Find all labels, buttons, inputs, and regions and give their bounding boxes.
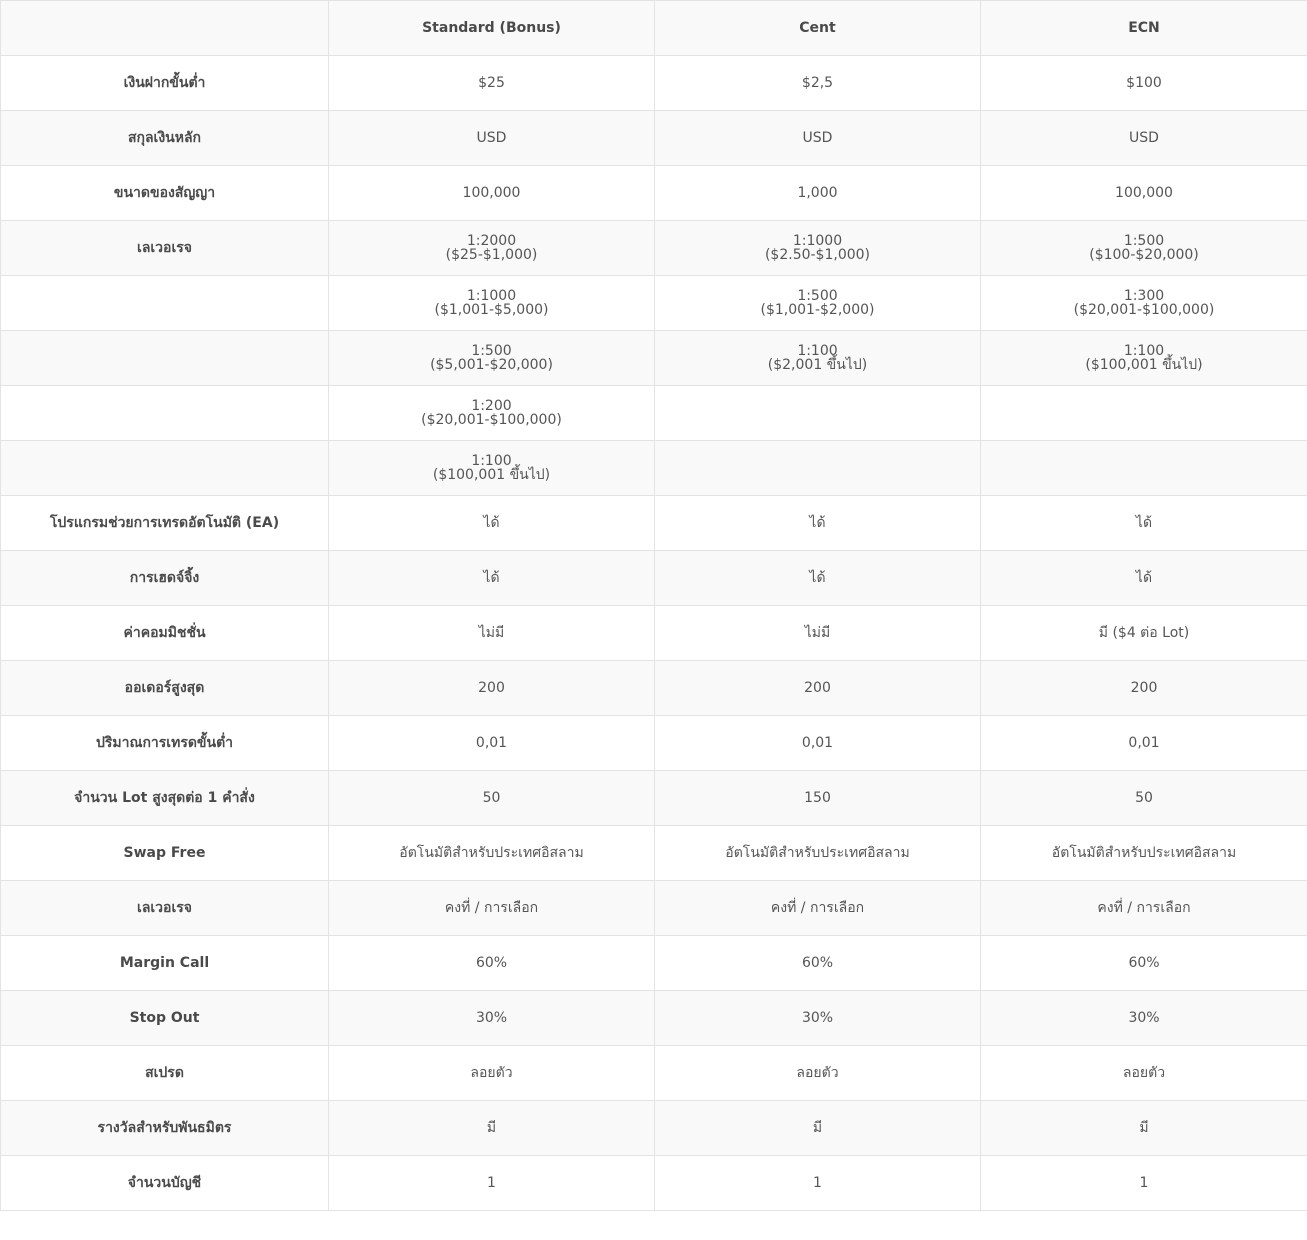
cell-ecn xyxy=(981,221,1307,276)
row-label: รางวัลสำหรับพันธมิตร xyxy=(1,1101,329,1156)
cell-standard-bonus xyxy=(329,221,655,276)
cell-ecn xyxy=(981,111,1307,166)
cell-text-line: 1:1000 xyxy=(792,233,843,249)
row-label: เลเวอเรจ xyxy=(1,221,329,276)
cell-cent xyxy=(655,716,981,771)
row-label xyxy=(1,441,329,496)
table-header-row xyxy=(1,1,1307,56)
row-label: ออเดอร์สูงสุด xyxy=(1,661,329,716)
row-label: โปรแกรมช่วยการเทรดอัตโนมัติ (EA) xyxy=(1,496,329,551)
row-label: สเปรด xyxy=(1,1046,329,1101)
cell-cent xyxy=(655,1156,981,1211)
cell-cent xyxy=(655,386,981,441)
row-label: Swap Free xyxy=(1,826,329,881)
table-row xyxy=(1,881,1307,936)
cell-standard-bonus xyxy=(329,991,655,1046)
cell-text-line: ($25-$1,000) xyxy=(445,247,538,263)
table-row xyxy=(1,716,1307,771)
cell-ecn xyxy=(981,881,1307,936)
cell-text-line: ได้ xyxy=(483,570,500,586)
cell-text-line: 1 xyxy=(487,1175,496,1191)
cell-text-line: $2,5 xyxy=(801,75,834,91)
cell-standard-bonus xyxy=(329,441,655,496)
cell-ecn xyxy=(981,56,1307,111)
cell-text-line: ($100-$20,000) xyxy=(1089,247,1199,263)
header-standard-bonus: Standard (Bonus) xyxy=(329,1,655,56)
cell-text-line: 1:100 xyxy=(797,343,838,359)
table-row xyxy=(1,551,1307,606)
cell-cent xyxy=(655,661,981,716)
cell-text-line: 200 xyxy=(478,680,505,696)
cell-text-line: $25 xyxy=(478,75,505,91)
table-body xyxy=(1,56,1307,1211)
table-row xyxy=(1,936,1307,991)
cell-standard-bonus xyxy=(329,826,655,881)
cell-text-line: ($1,001-$2,000) xyxy=(760,302,875,318)
cell-text-line: คงที่ / การเลือก xyxy=(444,900,539,916)
cell-text-line: อัตโนมัติสำหรับประเทศอิสลาม xyxy=(1051,845,1237,861)
cell-text-line: 1:100 xyxy=(471,453,512,469)
row-label: ค่าคอมมิชชั่น xyxy=(1,606,329,661)
cell-ecn xyxy=(981,496,1307,551)
cell-text-line: 1:500 xyxy=(797,288,838,304)
table-row xyxy=(1,1101,1307,1156)
table-row xyxy=(1,991,1307,1046)
cell-text-line: ($2,001 ขึ้นไป) xyxy=(767,357,868,373)
cell-text-line: 30% xyxy=(1128,1010,1160,1026)
cell-text-line: มี xyxy=(812,1120,823,1136)
row-label: ขนาดของสัญญา xyxy=(1,166,329,221)
cell-text-line: 60% xyxy=(801,955,834,971)
cell-text-line: อัตโนมัติสำหรับประเทศอิสลาม xyxy=(399,845,584,861)
cell-cent xyxy=(655,606,981,661)
cell-text-line: 1,000 xyxy=(797,185,838,201)
cell-text-line: $100 xyxy=(1126,75,1162,91)
cell-text-line: 0,01 xyxy=(801,735,834,751)
table-row xyxy=(1,221,1307,276)
table-row xyxy=(1,441,1307,496)
cell-ecn xyxy=(981,441,1307,496)
cell-standard-bonus xyxy=(329,166,655,221)
header-empty-cell xyxy=(1,1,329,56)
cell-ecn xyxy=(981,606,1307,661)
table-row xyxy=(1,661,1307,716)
table-row xyxy=(1,1156,1307,1211)
row-label: เงินฝากขั้นต่ำ xyxy=(1,56,329,111)
cell-text-line: คงที่ / การเลือก xyxy=(1097,900,1191,916)
cell-ecn xyxy=(981,661,1307,716)
cell-ecn xyxy=(981,936,1307,991)
cell-standard-bonus xyxy=(329,771,655,826)
cell-text-line: ลอยตัว xyxy=(470,1065,513,1081)
cell-cent xyxy=(655,221,981,276)
cell-text-line: ($5,001-$20,000) xyxy=(430,357,553,373)
header-ecn: ECN xyxy=(981,1,1307,56)
cell-standard-bonus xyxy=(329,1101,655,1156)
cell-text-line: 200 xyxy=(1130,680,1158,696)
row-label: จำนวน Lot สูงสุดต่อ 1 คำสั่ง xyxy=(1,771,329,826)
cell-standard-bonus xyxy=(329,496,655,551)
cell-text-line: มี ($4 ต่อ Lot) xyxy=(1098,625,1190,641)
table-row xyxy=(1,276,1307,331)
cell-text-line: ได้ xyxy=(809,570,826,586)
cell-cent xyxy=(655,441,981,496)
cell-cent xyxy=(655,111,981,166)
cell-text-line: 200 xyxy=(804,680,831,696)
cell-ecn xyxy=(981,551,1307,606)
cell-ecn xyxy=(981,386,1307,441)
cell-standard-bonus xyxy=(329,111,655,166)
row-label: Margin Call xyxy=(1,936,329,991)
cell-cent xyxy=(655,331,981,386)
table-row xyxy=(1,496,1307,551)
cell-text-line: 0,01 xyxy=(475,735,508,751)
cell-ecn xyxy=(981,276,1307,331)
cell-cent xyxy=(655,991,981,1046)
cell-ecn xyxy=(981,166,1307,221)
cell-text-line: มี xyxy=(1139,1120,1149,1136)
cell-text-line: ($20,001-$100,000) xyxy=(1073,302,1215,318)
table-row xyxy=(1,826,1307,881)
row-label xyxy=(1,331,329,386)
cell-standard-bonus xyxy=(329,331,655,386)
cell-cent xyxy=(655,496,981,551)
table-row xyxy=(1,1046,1307,1101)
cell-text-line: 1 xyxy=(813,1175,822,1191)
table-row xyxy=(1,56,1307,111)
table-row xyxy=(1,331,1307,386)
cell-ecn xyxy=(981,1101,1307,1156)
cell-standard-bonus xyxy=(329,661,655,716)
cell-text-line: 150 xyxy=(804,790,831,806)
cell-cent xyxy=(655,276,981,331)
row-label xyxy=(1,386,329,441)
cell-standard-bonus xyxy=(329,716,655,771)
row-label: จำนวนบัญชี xyxy=(1,1156,329,1211)
table-row xyxy=(1,111,1307,166)
cell-ecn xyxy=(981,771,1307,826)
cell-text-line: ไม่มี xyxy=(478,625,505,641)
cell-cent xyxy=(655,881,981,936)
cell-standard-bonus xyxy=(329,1156,655,1211)
cell-text-line: 60% xyxy=(1128,955,1160,971)
cell-text-line: ($2.50-$1,000) xyxy=(764,247,871,263)
table-row xyxy=(1,166,1307,221)
cell-cent xyxy=(655,166,981,221)
cell-text-line: ได้ xyxy=(1135,515,1153,531)
cell-standard-bonus xyxy=(329,276,655,331)
cell-text-line: 1:2000 xyxy=(466,233,517,249)
cell-text-line: ($1,001-$5,000) xyxy=(434,302,549,318)
cell-cent xyxy=(655,56,981,111)
cell-ecn xyxy=(981,1046,1307,1101)
cell-text-line: 0,01 xyxy=(1128,735,1160,751)
cell-text-line: มี xyxy=(486,1120,497,1136)
cell-cent xyxy=(655,1101,981,1156)
row-label xyxy=(1,276,329,331)
cell-standard-bonus xyxy=(329,1046,655,1101)
cell-text-line: USD xyxy=(476,130,507,146)
cell-text-line: 50 xyxy=(1135,790,1153,806)
cell-text-line: 100,000 xyxy=(1115,185,1173,201)
cell-text-line: 1 xyxy=(1139,1175,1149,1191)
cell-text-line: 60% xyxy=(475,955,508,971)
cell-text-line: อัตโนมัติสำหรับประเทศอิสลาม xyxy=(725,845,910,861)
cell-text-line: 100,000 xyxy=(462,185,521,201)
cell-cent xyxy=(655,1046,981,1101)
cell-cent xyxy=(655,551,981,606)
cell-text-line: 1:500 xyxy=(1123,233,1165,249)
cell-text-line: ได้ xyxy=(809,515,826,531)
cell-text-line: ลอยตัว xyxy=(1122,1065,1166,1081)
table-row xyxy=(1,771,1307,826)
cell-text-line: 30% xyxy=(801,1010,834,1026)
cell-text-line: 1:500 xyxy=(471,343,512,359)
cell-cent xyxy=(655,936,981,991)
cell-text-line: ได้ xyxy=(1135,570,1153,586)
table-row xyxy=(1,606,1307,661)
cell-ecn xyxy=(981,331,1307,386)
table-row xyxy=(1,386,1307,441)
header-cent: Cent xyxy=(655,1,981,56)
cell-text-line: ลอยตัว xyxy=(796,1065,839,1081)
cell-text-line: 1:100 xyxy=(1123,343,1165,359)
cell-text-line: 30% xyxy=(475,1010,508,1026)
cell-text-line: 1:1000 xyxy=(466,288,517,304)
cell-text-line: ($20,001-$100,000) xyxy=(421,412,562,428)
row-label: การเฮดจ์จิ้ง xyxy=(1,551,329,606)
cell-standard-bonus xyxy=(329,56,655,111)
cell-standard-bonus xyxy=(329,551,655,606)
cell-ecn xyxy=(981,991,1307,1046)
cell-ecn xyxy=(981,1156,1307,1211)
cell-text-line: ($100,001 ขึ้นไป) xyxy=(432,467,551,483)
row-label: เลเวอเรจ xyxy=(1,881,329,936)
row-label: สกุลเงินหลัก xyxy=(1,111,329,166)
cell-ecn xyxy=(981,826,1307,881)
cell-text-line: USD xyxy=(1129,130,1159,146)
cell-standard-bonus xyxy=(329,606,655,661)
cell-cent xyxy=(655,826,981,881)
cell-standard-bonus xyxy=(329,386,655,441)
cell-standard-bonus xyxy=(329,881,655,936)
cell-ecn xyxy=(981,716,1307,771)
cell-text-line: 1:200 xyxy=(471,398,512,414)
cell-text-line: ได้ xyxy=(483,515,500,531)
row-label: ปริมาณการเทรดขั้นต่ำ xyxy=(1,716,329,771)
cell-text-line: ไม่มี xyxy=(804,625,831,641)
row-label: Stop Out xyxy=(1,991,329,1046)
cell-cent xyxy=(655,771,981,826)
cell-text-line: 50 xyxy=(482,790,501,806)
cell-text-line: USD xyxy=(802,130,833,146)
cell-text-line: 1:300 xyxy=(1123,288,1165,304)
cell-text-line: ($100,001 ขึ้นไป) xyxy=(1085,357,1203,373)
cell-text-line: คงที่ / การเลือก xyxy=(770,900,865,916)
cell-standard-bonus xyxy=(329,936,655,991)
